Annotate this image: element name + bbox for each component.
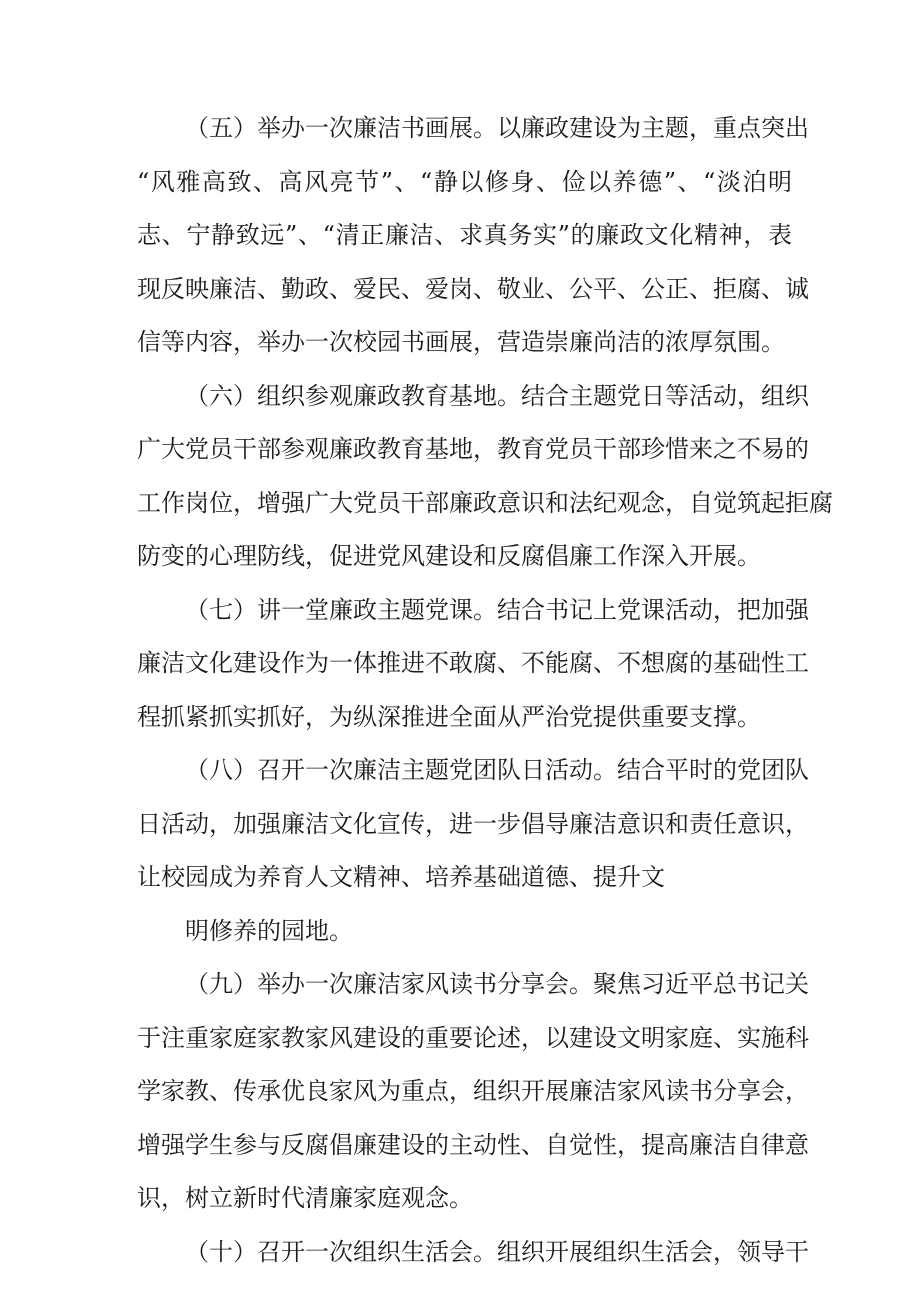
text-line: 工作岗位，增强广大党员干部廉政意识和法纪观念，自觉筑起拒腐 — [137, 489, 833, 517]
text-line: （五）举办一次廉洁书画展。以廉政建设为主题，重点突出 — [185, 114, 809, 142]
text-line: 于注重家庭家教家风建设的重要论述，以建设文明家庭、实施科 — [137, 1024, 809, 1052]
text-line: 增强学生参与反腐倡廉建设的主动性、自觉性，提高廉洁自律意 — [137, 1131, 809, 1159]
text-line: 日活动，加强廉洁文化宣传，进一步倡导廉洁意识和责任意识， — [137, 810, 809, 838]
text-line: 现反映廉洁、勤政、爱民、爱岗、敬业、公平、公正、拒腐、诚 — [137, 275, 809, 303]
text-line: （九）举办一次廉洁家风读书分享会。聚焦习近平总书记关 — [185, 970, 809, 998]
text-line: 廉洁文化建设作为一体推进不敢腐、不能腐、不想腐的基础性工 — [137, 649, 809, 677]
text-line: 识，树立新时代清廉家庭观念。 — [137, 1184, 473, 1212]
text-line: 防变的心理防线，促进党风建设和反腐倡廉工作深入开展。 — [137, 542, 761, 570]
text-line: （六）组织参观廉政教育基地。结合主题党日等活动，组织 — [185, 382, 809, 410]
text-line: “风雅高致、高风亮节”、“静以修身、俭以养德”、“淡泊明 — [137, 168, 792, 196]
text-line: 程抓紧抓实抓好，为纵深推进全面从严治党提供重要支撑。 — [137, 703, 761, 731]
text-line: 志、宁静致远”、“清正廉洁、求真务实”的廉政文化精神，表 — [137, 221, 792, 249]
text-line: （十）召开一次组织生活会。组织开展组织生活会，领导干 — [185, 1238, 809, 1266]
text-line: 学家教、传承优良家风为重点，组织开展廉洁家风读书分享会， — [137, 1077, 809, 1105]
text-line: （七）讲一堂廉政主题党课。结合书记上党课活动，把加强 — [185, 596, 809, 624]
text-line: 明修养的园地。 — [185, 917, 353, 945]
text-line: 让校园成为养育人文精神、培养基础道德、提升文 — [137, 863, 665, 891]
text-line: 广大党员干部参观廉政教育基地，教育党员干部珍惜来之不易的 — [137, 435, 809, 463]
text-line: （八）召开一次廉洁主题党团队日活动。结合平时的党团队 — [185, 756, 809, 784]
text-line: 信等内容，举办一次校园书画展，营造崇廉尚洁的浓厚氛围。 — [137, 328, 785, 356]
